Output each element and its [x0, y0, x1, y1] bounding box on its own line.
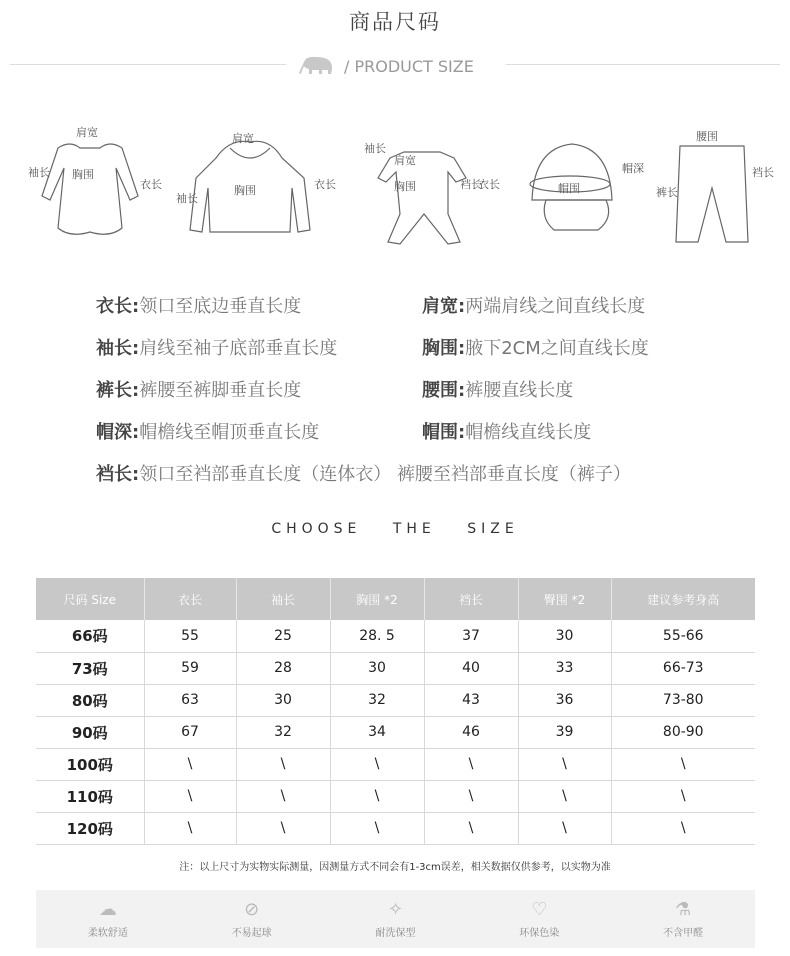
cell: 90码	[36, 716, 144, 748]
cell: 59	[144, 652, 236, 684]
hoodie-shoulder-label: 肩宽	[232, 132, 254, 145]
cell: \	[236, 812, 330, 844]
cell: 30	[518, 620, 611, 652]
header-hip: 臀围 *2	[518, 578, 611, 620]
cell: \	[144, 780, 236, 812]
romper-diagram	[378, 152, 466, 244]
cell: 73-80	[611, 684, 755, 716]
cell: 37	[424, 620, 518, 652]
cell: 40	[424, 652, 518, 684]
cell: \	[236, 748, 330, 780]
cell: \	[236, 780, 330, 812]
cell: \	[518, 780, 611, 812]
romper-length-label: 衣长	[478, 178, 500, 191]
heart-icon: ♡	[531, 898, 548, 920]
cell: 66-73	[611, 652, 755, 684]
cell: 43	[424, 684, 518, 716]
dress-chest-label: 胸围	[72, 168, 94, 181]
cell: \	[424, 812, 518, 844]
measurement-diagrams	[20, 118, 780, 258]
table-row	[36, 716, 755, 748]
cell: 63	[144, 684, 236, 716]
header-sleeve: 袖长	[236, 578, 330, 620]
feature-label: 环保色染	[519, 927, 560, 939]
definition-row: 衣长:领口至底边垂直长度 肩宽:两端肩线之间直线长度	[96, 296, 646, 317]
romper-shoulder-label: 肩宽	[394, 154, 416, 167]
romper-chest-label: 胸围	[394, 180, 416, 193]
feature-wash	[324, 890, 468, 948]
feature-no-pilling	[180, 890, 324, 948]
cell: \	[611, 812, 755, 844]
cell: \	[144, 748, 236, 780]
flask-icon: ⚗	[675, 898, 692, 920]
divider-right	[506, 64, 780, 65]
cell: 67	[144, 716, 236, 748]
definition-row: 裤长:裤腰至裤脚垂直长度 腰围:裤腰直线长度	[96, 380, 574, 401]
feature-eco-dye	[467, 890, 611, 948]
choose-size-heading: CHOOSE THE SIZE	[271, 521, 519, 537]
cell: 36	[518, 684, 611, 716]
table-row	[36, 780, 755, 812]
feature-soft	[36, 890, 180, 948]
definition-row: 袖长:肩线至袖子底部垂直长度 胸围:腋下2CM之间直线长度	[96, 338, 649, 359]
cell: 32	[330, 684, 424, 716]
romper-crotch-label: 裆长	[460, 178, 482, 191]
dress-length-label: 衣长	[140, 178, 162, 191]
definition-row: 帽深:帽檐线至帽顶垂直长度 帽围:帽檐线直线长度	[96, 422, 592, 443]
cell: \	[144, 812, 236, 844]
feature-label: 不含甲醛	[663, 927, 704, 939]
dress-sleeve-label: 袖长	[28, 166, 50, 179]
feature-label: 耐洗保型	[375, 927, 416, 939]
pants-diagram	[676, 146, 748, 242]
header-crotch: 裆长	[424, 578, 518, 620]
cell: 120码	[36, 812, 144, 844]
cell: 30	[236, 684, 330, 716]
cell: \	[518, 812, 611, 844]
cell: \	[424, 748, 518, 780]
subtitle	[298, 54, 474, 78]
romper-sleeve-label: 袖长	[364, 142, 386, 155]
cloud-icon: ☁	[98, 898, 117, 920]
header-length: 衣长	[144, 578, 236, 620]
cell: 73码	[36, 652, 144, 684]
pants-length-label: 裤长	[656, 186, 678, 199]
cell: \	[424, 780, 518, 812]
cell: 110码	[36, 780, 144, 812]
header-size: 尺码 Size	[36, 578, 144, 620]
cell: \	[330, 812, 424, 844]
table-row	[36, 684, 755, 716]
cell: 33	[518, 652, 611, 684]
cell: \	[330, 748, 424, 780]
cell: \	[518, 748, 611, 780]
feature-bar	[36, 890, 755, 948]
table-row	[36, 652, 755, 684]
cell: 34	[330, 716, 424, 748]
header-height: 建议参考身高	[611, 578, 755, 620]
page-title: 商品尺码	[349, 10, 441, 34]
header-chest: 胸围 *2	[330, 578, 424, 620]
cell: 28. 5	[330, 620, 424, 652]
no-pilling-icon: ⊘	[244, 898, 260, 920]
cell: 66码	[36, 620, 144, 652]
hat-depth-label: 帽深	[622, 162, 644, 175]
cell: 30	[330, 652, 424, 684]
size-table	[36, 578, 755, 845]
subtitle-text: / PRODUCT SIZE	[344, 56, 474, 76]
cell: 80码	[36, 684, 144, 716]
measurement-note: 注：以上尺寸为实物实际测量，因测量方式不同会有1-3cm误差，相关数据仅供参考，以实物为准	[179, 862, 611, 873]
cell: 100码	[36, 748, 144, 780]
dress-diagram	[42, 144, 138, 234]
cell: 39	[518, 716, 611, 748]
elephant-icon	[298, 54, 338, 78]
cell: \	[330, 780, 424, 812]
hat-circumference-label: 帽围	[558, 182, 580, 195]
hoodie-chest-label: 胸围	[234, 184, 256, 197]
feature-label: 不易起球	[231, 927, 272, 939]
hoodie-sleeve-label: 袖长	[176, 192, 198, 205]
table-row	[36, 748, 755, 780]
cell: 25	[236, 620, 330, 652]
cell: 80-90	[611, 716, 755, 748]
definition-row-crotch: 裆长:领口至裆部垂直长度（连体衣） 裤腰至裆部垂直长度（裤子）	[96, 464, 631, 485]
wash-icon: ✧	[387, 898, 404, 920]
table-row	[36, 812, 755, 844]
hoodie-length-label: 衣长	[314, 178, 336, 191]
cell: \	[611, 780, 755, 812]
cell: \	[611, 748, 755, 780]
cell: 55	[144, 620, 236, 652]
cell: 32	[236, 716, 330, 748]
feature-label: 柔软舒适	[87, 927, 128, 939]
cell: 46	[424, 716, 518, 748]
pants-waist-label: 腰围	[696, 130, 718, 143]
table-row	[36, 620, 755, 652]
dress-shoulder-label: 肩宽	[76, 126, 98, 139]
cell: 28	[236, 652, 330, 684]
cell: 55-66	[611, 620, 755, 652]
pants-crotch-label: 裆长	[752, 166, 774, 179]
divider-left	[10, 64, 286, 65]
feature-no-formaldehyde	[611, 890, 755, 948]
table-header-row	[36, 578, 755, 620]
